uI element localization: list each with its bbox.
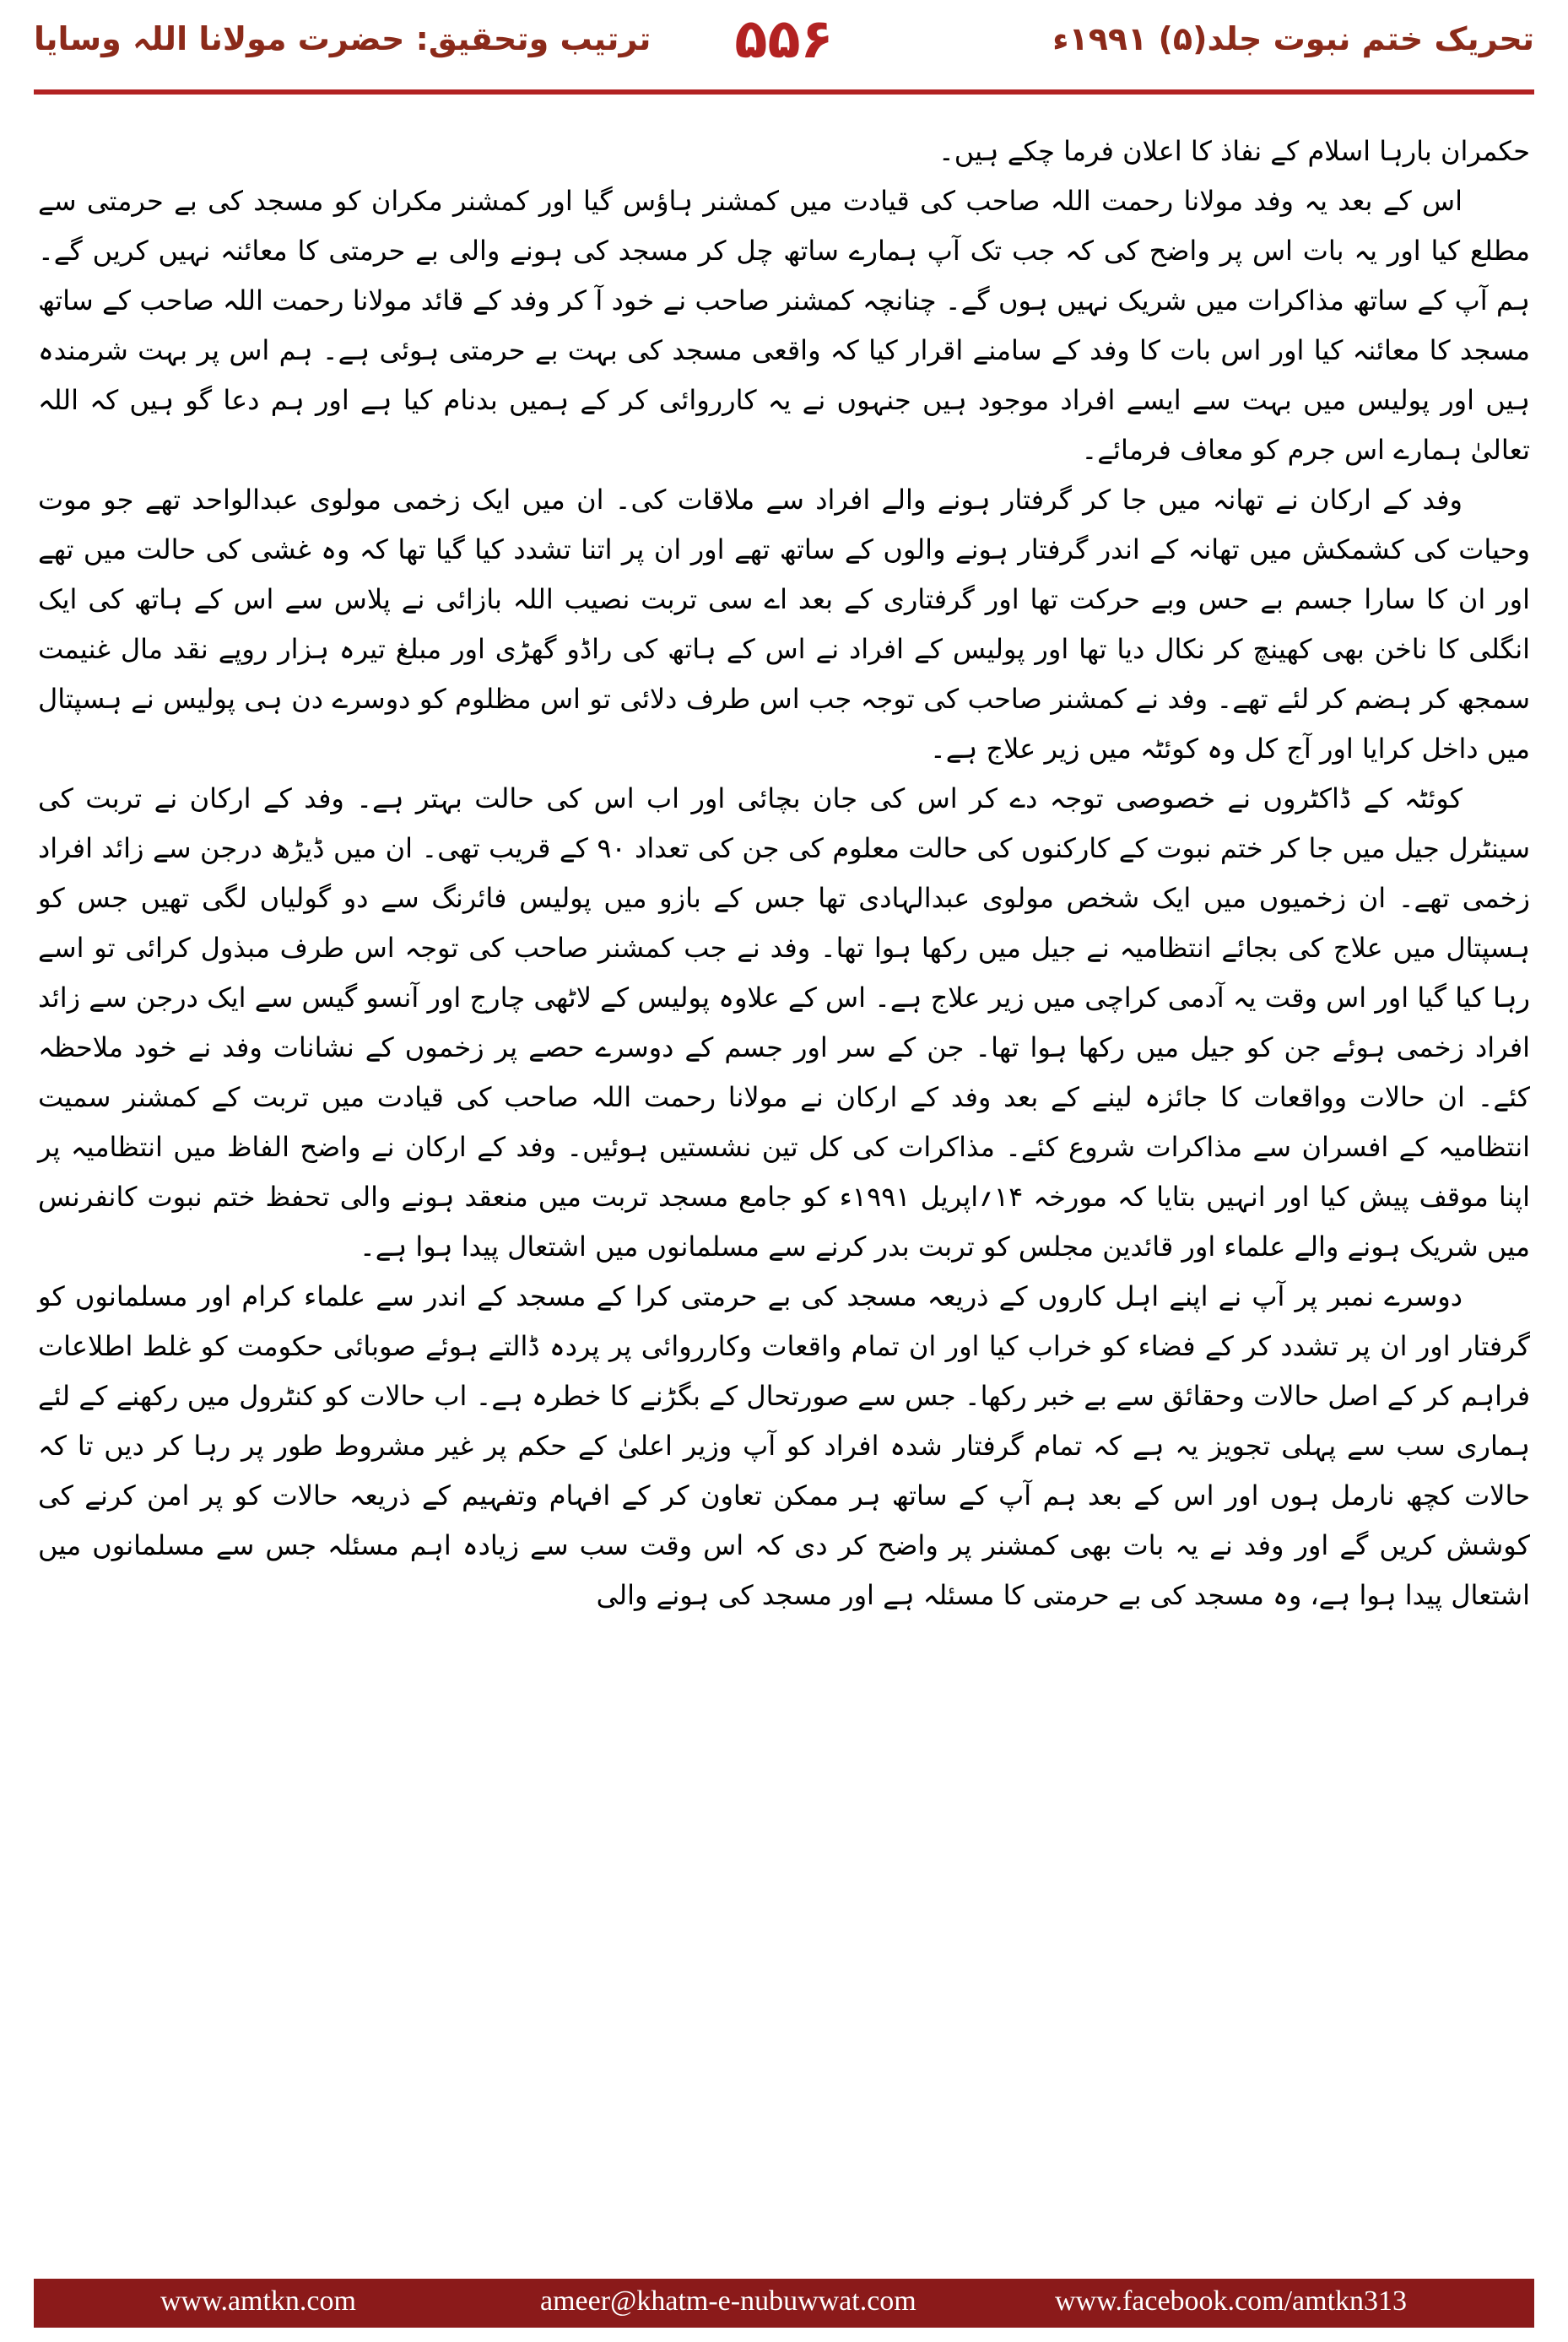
book-title: تحریک ختم نبوت جلد(۵) ۱۹۹۱ء bbox=[1052, 20, 1534, 57]
page-body bbox=[38, 127, 1530, 1620]
facebook-link[interactable]: www.facebook.com/amtkn313 bbox=[1055, 2285, 1408, 2317]
paragraph-4: کوئٹہ کے ڈاکٹروں نے خصوصی توجہ دے کر اس کی جان بچائی اور اب اس کی حالت بہتر ہے۔ وفد کے ارکان نے تربت کی سینٹرل جیل میں جا کر ختم نبوت کے کارکنوں کی حالت معلوم کی جن کی تعداد ۹۰ کے قریب تھی۔ ان میں ڈیڑھ درجن سے زائد افراد زخمی تھے۔ ان زخمیوں میں ایک شخص مولوی عبدالہادی تھا جس کے بازو میں پولیس فائرنگ سے دو گولیاں لگی تھیں جس کو ہسپتال میں علاج کی بجائے انتظامیہ نے جیل میں رکھا ہوا تھا۔ وفد نے جب کمشنر صاحب کی توجہ اس طرف مبذول کرائی تو اسے رہا کیا گیا اور اس وقت یہ آدمی کراچی میں زیر علاج ہے۔ اس کے علاوہ پولیس کے لاٹھی چارج اور آنسو گیس سے ایک درجن سے زائد افراد زخمی ہوئے جن کو جیل میں رکھا ہوا تھا۔ جن کے سر اور جسم کے دوسرے حصے پر زخموں کے نشانات وفد نے خود ملاحظہ کئے۔ ان حالات وواقعات کا جائزہ لینے کے بعد وفد کے ارکان نے مولانا رحمت اللہ صاحب کی قیادت میں تربت کے کمشنر سمیت انتظامیہ کے افسران سے مذاکرات شروع کئے۔ مذاکرات کی کل تین نشستیں ہوئیں۔ وفد کے ارکان نے واضح الفاظ میں انتظامیہ پر اپنا موقف پیش کیا اور انہیں بتایا کہ مورخہ ۱۴؍اپریل ۱۹۹۱ء کو جامع مسجد تربت میں منعقد ہونے والی تحفظ ختم نبوت کانفرنس میں شریک ہونے والے علماء اور قائدین مجلس کو تربت بدر کرنے سے مسلمانوں میں اشتعال پیدا ہوا ہے۔ bbox=[38, 782, 1531, 1263]
website-link[interactable]: www.amtkn.com bbox=[160, 2285, 356, 2317]
paragraph-1: حکمران بارہا اسلام کے نفاذ کا اعلان فرما چکے ہیں۔ bbox=[938, 135, 1530, 167]
paragraph-5: دوسرے نمبر پر آپ نے اپنے اہل کاروں کے ذریعہ مسجد کی بے حرمتی کرا کے مسجد کے اندر سے علماء کرام اور مسلمانوں کو گرفتار اور ان پر تشدد کر کے فضاء کو خراب کیا اور ان تمام واقعات وکارروائی پر پردہ ڈالتے ہوئے صوبائی حکومت کو غلط اطلاعات فراہم کر کے اصل حالات وحقائق سے بے خبر رکھا۔ جس سے صورتحال کے بگڑنے کا خطرہ ہے۔ اب حالات کو کنٹرول میں رکھنے کے لئے ہماری سب سے پہلی تجویز یہ ہے کہ تمام گرفتار شدہ افراد کو آپ وزیر اعلیٰ کے حکم پر غیر مشروط طور پر رہا کر دیں تا کہ حالات کچھ نارمل ہوں اور اس کے بعد ہم آپ کے ساتھ ہر ممکن تعاون کر کے افہام وتفہیم کے ذریعہ حالات کو پر امن کرنے کی کوشش کریں گے اور وفد نے یہ بات بھی کمشنر پر واضح کر دی کہ اس وقت سب سے زیادہ اہم مسئلہ جس سے مسلمانوں میں اشتعال پیدا ہوا ہے، وہ مسجد کی بے حرمتی کا مسئلہ ہے اور مسجد کی ہونے والی bbox=[38, 1280, 1531, 1611]
page-footer bbox=[0, 2269, 1568, 2342]
page-number: ۵۵۶ bbox=[734, 8, 834, 71]
compiler-credit: ترتیب وتحقیق: حضرت مولانا اللہ وسایا bbox=[34, 20, 652, 57]
paragraph-3: وفد کے ارکان نے تھانہ میں جا کر گرفتار ہونے والے افراد سے ملاقات کی۔ ان میں ایک زخمی مولوی عبدالواحد تھے جو موت وحیات کی کشمکش میں تھانہ کے اندر گرفتار ہونے والوں کے ساتھ تھے اور ان پر اتنا تشدد کیا گیا تھا کہ وہ غشی کی حالت میں تھے اور ان کا سارا جسم بے حس وبے حرکت تھا اور گرفتاری کے بعد اے سی تربت نصیب اللہ بازائی نے پلاس سے اس کے ہاتھ کی ایک انگلی کا ناخن بھی کھینچ کر نکال دیا تھا اور پولیس کے افراد نے اس کے ہاتھ کی راڈو گھڑی اور مبلغ تیرہ ہزار روپے نقد مال غنیمت سمجھ کر ہضم کر لئے تھے۔ وفد نے کمشنر صاحب کی توجہ جب اس طرف دلائی تو اس مظلوم کو دوسرے دن ہی پولیس نے ہسپتال میں داخل کرایا اور آج کل وہ کوئٹہ میں زیر علاج ہے۔ bbox=[38, 484, 1531, 765]
header-divider bbox=[34, 89, 1534, 95]
page-header bbox=[0, 0, 1568, 114]
email-link[interactable]: ameer@khatm-e-nubuwwat.com bbox=[540, 2285, 916, 2317]
paragraph-2: اس کے بعد یہ وفد مولانا رحمت اللہ صاحب کی قیادت میں کمشنر ہاؤس گیا اور کمشنر مکران کو مسجد کی بے حرمتی سے مطلع کیا اور یہ بات اس پر واضح کی کہ جب تک آپ ہمارے ساتھ چل کر مسجد کی ہونے والی بے حرمتی کا معائنہ نہیں کریں گے۔ ہم آپ کے ساتھ مذاکرات میں شریک نہیں ہوں گے۔ چنانچہ کمشنر صاحب نے خود آ کر وفد کے قائد مولانا رحمت اللہ صاحب کے ساتھ مسجد کا معائنہ کیا اور اس بات کا وفد کے سامنے اقرار کیا کہ واقعی مسجد کی بہت بے حرمتی ہوئی ہے۔ ہم اس پر بہت شرمندہ ہیں اور پولیس میں بہت سے ایسے افراد موجود ہیں جنہوں نے یہ کارروائی کر کے ہمیں بدنام کیا ہے اور ہم دعا گو ہیں کہ اللہ تعالیٰ ہمارے اس جرم کو معاف فرمائے۔ bbox=[38, 185, 1530, 466]
